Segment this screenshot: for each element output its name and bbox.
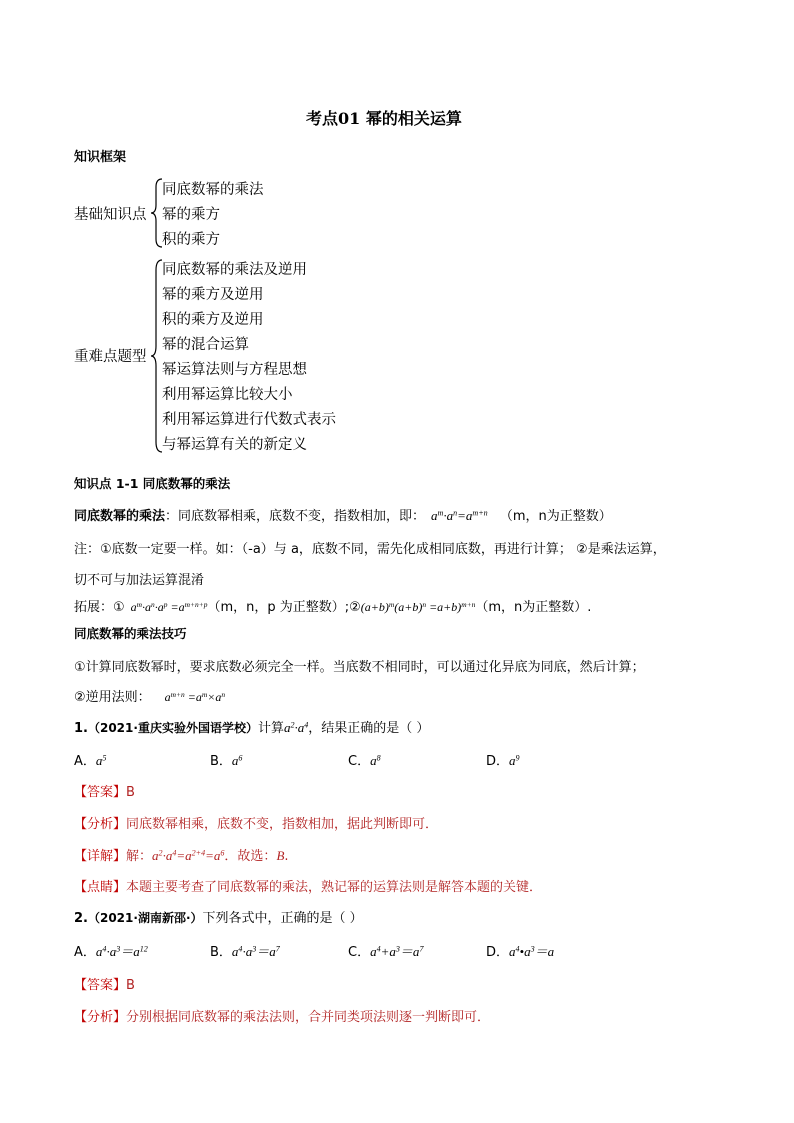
extension-condition: （m，n为正整数）. bbox=[475, 600, 592, 615]
answer-tag: 【答案】 bbox=[74, 978, 127, 993]
note-line: 注：①底数一定要一样。如：（-a）与 a，底数不同，需先化成相同底数，再进行计算； ②是乘法运算， bbox=[74, 542, 666, 557]
question-source: （2021·湖南新邵·） bbox=[87, 911, 203, 925]
framework-item: 幂运算法则与方程思想 bbox=[162, 362, 307, 378]
extension-line bbox=[74, 596, 591, 615]
page-title: 考点01 幂的相关运算 bbox=[306, 109, 462, 128]
extension-prefix: 拓展：① bbox=[74, 600, 125, 615]
definition-text: ：同底数幂相乘，底数不变，指数相加，即： bbox=[165, 509, 426, 524]
analysis-tag: 【分析】 bbox=[74, 817, 127, 832]
framework-heading: 知识框架 bbox=[74, 150, 127, 165]
answer-tag: 【答案】 bbox=[74, 785, 127, 800]
option-d[interactable]: D．$a^4•a^3=a$ bbox=[486, 944, 555, 960]
answer-line bbox=[74, 781, 135, 800]
formula: $a^{m+n} =a^m\times a^n$ bbox=[164, 689, 226, 704]
tip-text: ②逆用法则： bbox=[74, 690, 151, 705]
extension-mid: ;② bbox=[344, 600, 361, 615]
section-heading: 知识点 1-1 同底数幂的乘法 bbox=[74, 476, 231, 491]
question-text: 计算 bbox=[257, 721, 284, 736]
question-source: （2021·重庆实验外国语学校） bbox=[87, 721, 258, 735]
framework-item: 利用幂运算进行代数式表示 bbox=[162, 412, 336, 428]
option-c[interactable]: C．$a^4+a^3=a^7$ bbox=[348, 944, 424, 960]
option-d[interactable]: D．$a^9$ bbox=[486, 753, 520, 769]
analysis-text: 同底数幂相乘，底数不变，指数相加，据此判断即可． bbox=[126, 817, 439, 832]
framework-group-label: 重难点题型 bbox=[74, 349, 147, 365]
comment-text: 本题主要考查了同底数幂的乘法，熟记幂的运算法则是解答本题的关键． bbox=[126, 880, 543, 895]
comment-line bbox=[74, 876, 542, 895]
extension-condition: （m，n，p 为正整数） bbox=[207, 600, 345, 615]
framework-item: 同底数幂的乘法及逆用 bbox=[162, 262, 307, 278]
option-a[interactable]: A．$a^4\cdot a^3=a^{12}$ bbox=[74, 944, 148, 960]
detail-line: 【详解】解：$a^2\cdot a^4=a^{2+4}=a^6$．故选：B. bbox=[74, 848, 289, 864]
note-line: 切不可与加法运算混淆 bbox=[74, 573, 205, 588]
framework-item: 同底数幂的乘法 bbox=[162, 182, 264, 198]
definition-label: 同底数幂的乘法 bbox=[74, 509, 166, 524]
question-2-stem bbox=[74, 907, 363, 926]
framework-item: 与幂运算有关的新定义 bbox=[162, 437, 307, 453]
tips-heading: 同底数幂的乘法技巧 bbox=[74, 626, 187, 641]
question-number: 2. bbox=[74, 911, 88, 926]
framework-item: 幂的乘方 bbox=[162, 207, 220, 223]
formula: $(a+b)^m(a+b)^n =a+b)^{m+n}$ bbox=[360, 599, 476, 614]
framework-item: 幂的混合运算 bbox=[162, 337, 249, 353]
definition-condition: （m，n为正整数） bbox=[499, 509, 612, 524]
answer-line bbox=[74, 974, 135, 993]
definition-line bbox=[74, 505, 612, 524]
framework-item: 幂的乘方及逆用 bbox=[162, 287, 264, 303]
option-b[interactable]: B．$a^4\cdot a^3=a^7$ bbox=[210, 944, 280, 960]
option-c[interactable]: C．$a^8$ bbox=[348, 753, 381, 769]
formula: $a^m\cdot a^n\cdot a^p =a^{m+n+p}$ bbox=[130, 599, 208, 614]
analysis-line bbox=[74, 813, 438, 832]
answer-value: B bbox=[126, 785, 135, 800]
answer-value: B bbox=[126, 978, 135, 993]
question-1-stem bbox=[74, 717, 429, 736]
question-number: 1. bbox=[74, 721, 88, 736]
comment-tag: 【点睛】 bbox=[74, 880, 127, 895]
question-text: 下列各式中，正确的是（ ） bbox=[202, 911, 363, 926]
tip-line bbox=[74, 686, 225, 705]
framework-item: 利用幂运算比较大小 bbox=[162, 387, 293, 403]
analysis-text: 分别根据同底数幂的乘法法则，合并同类项法则逐一判断即可． bbox=[126, 1010, 491, 1025]
framework-item: 积的乘方 bbox=[162, 232, 220, 248]
analysis-tag: 【分析】 bbox=[74, 1010, 127, 1025]
option-b[interactable]: B．$a^6$ bbox=[210, 753, 243, 769]
framework-group-label: 基础知识点 bbox=[74, 207, 147, 223]
option-a[interactable]: A．$a^5$ bbox=[74, 753, 107, 769]
analysis-line bbox=[74, 1006, 490, 1025]
detail-tag: 【详解】 bbox=[74, 849, 127, 864]
formula: $a^2\cdot a^4=a^{2+4}=a^6$ bbox=[152, 848, 225, 863]
tip-line: ①计算同底数幂时，要求底数必须完全一样。当底数不相同时，可以通过化异底为同底，然后计算； bbox=[74, 660, 645, 675]
question-text: ，结果正确的是（ ） bbox=[308, 721, 430, 736]
formula: $a^2\cdot a^4$ bbox=[283, 720, 309, 735]
framework-item: 积的乘方及逆用 bbox=[162, 312, 264, 328]
formula: $a^m\cdot a^n=a^{m+n}$ bbox=[431, 508, 488, 523]
